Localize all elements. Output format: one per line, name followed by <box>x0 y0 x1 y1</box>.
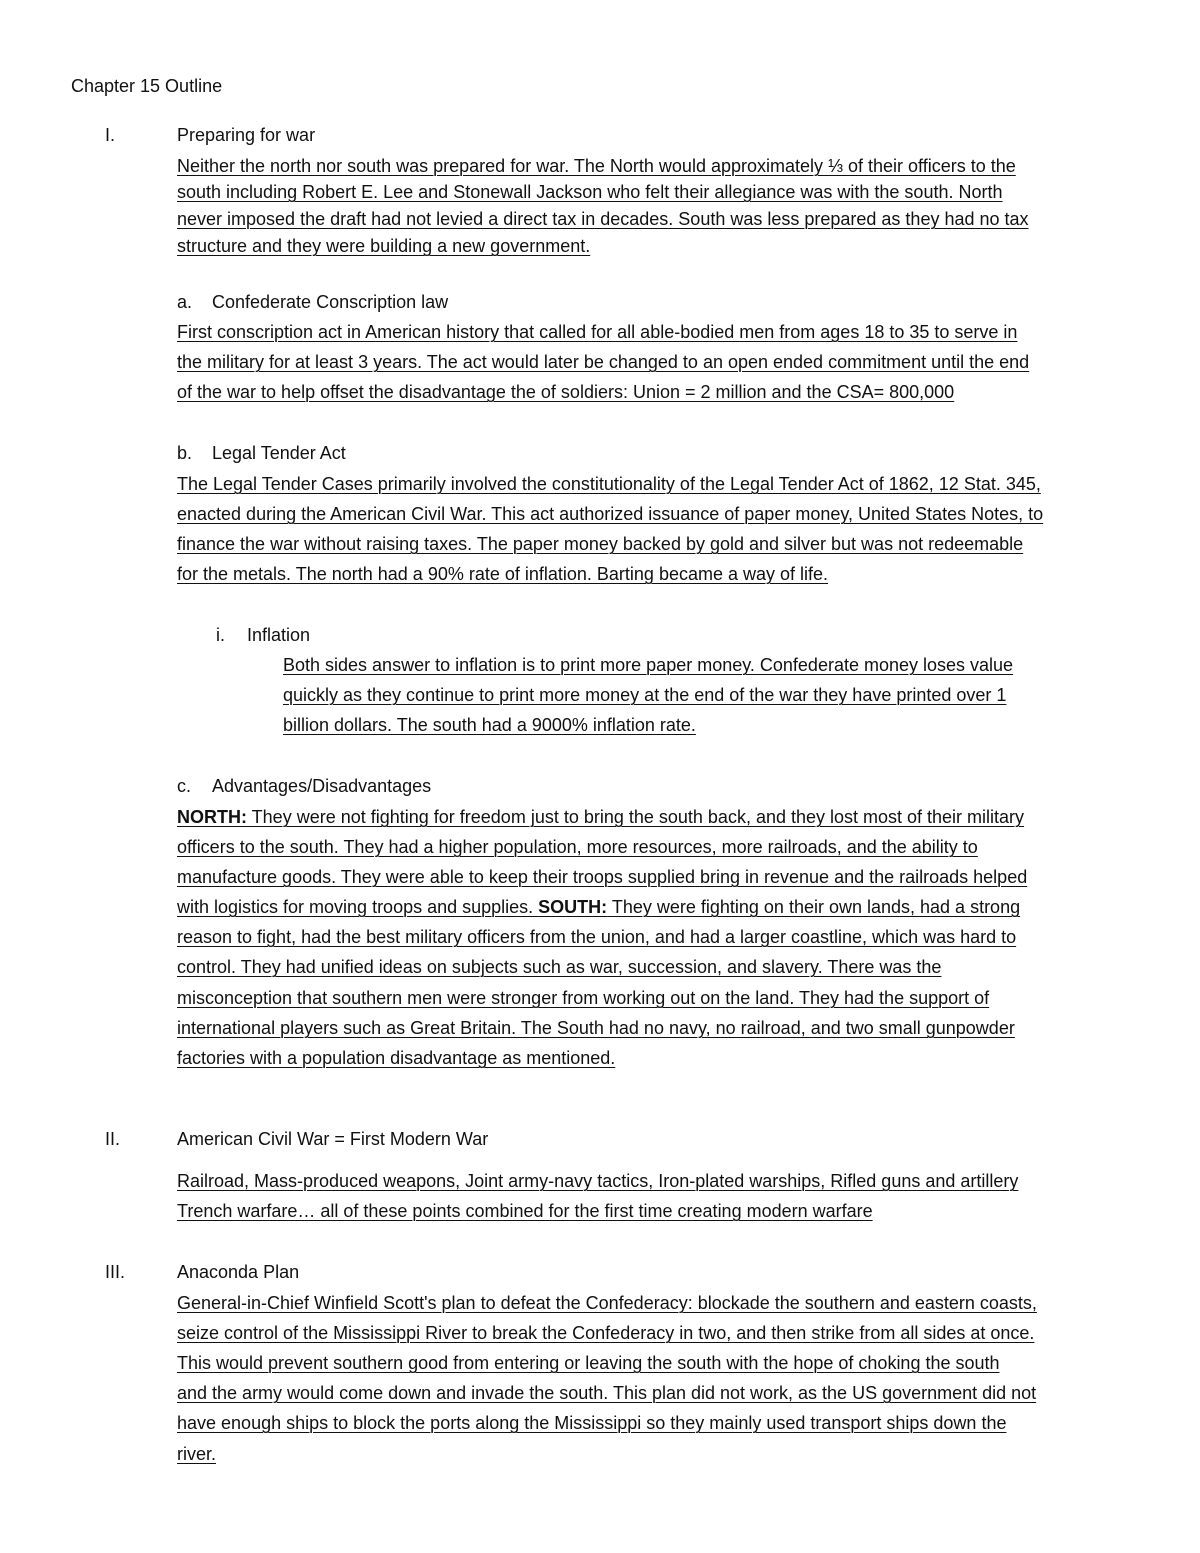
section-heading: Anaconda Plan <box>177 1262 300 1282</box>
paragraph-line: Neither the north nor south was prepared for war. The North would approximately ⅓ of their officers to the <box>177 156 1016 176</box>
paragraph-line: and the army would come down and invade the south. This plan did not work, as the US government did not <box>177 1383 1037 1403</box>
paragraph-line: for the metals. The north had a 90% rate of inflation. Barting became a way of life. <box>177 564 829 584</box>
paragraph-line: misconception that southern men were stronger from working out on the land. They had the support of <box>177 988 990 1008</box>
paragraph-line: manufacture goods. They were able to keep their troops supplied bring in revenue and the railroads helped <box>177 867 1028 887</box>
paragraph-line: General-in-Chief Winfield Scott's plan to defeat the Confederacy: blockade the southern and eastern coasts, <box>177 1293 1037 1313</box>
subsection-letter: b. <box>177 443 193 463</box>
paragraph-line: river. <box>177 1444 217 1464</box>
section-numeral: I. <box>105 125 116 145</box>
subsubsection-numeral: i. <box>216 625 225 645</box>
paragraph-line: reason to fight, had the best military officers from the union, and had a larger coastline, which was hard to <box>177 927 1017 947</box>
paragraph-text: They were fighting on their own lands, had a strong <box>607 897 1021 917</box>
paragraph-text: They were not fighting for freedom just to bring the south back, and they lost most of their military <box>247 807 1025 827</box>
paragraph-line: of the war to help offset the disadvantage the of soldiers: Union = 2 million and the CSA= 800,000 <box>177 382 955 402</box>
paragraph-line: seize control of the Mississippi River to break the Confederacy in two, and then strike from all sides at once. <box>177 1323 1035 1343</box>
paragraph-line: south including Robert E. Lee and Stonewall Jackson who felt their allegiance was with the south. North <box>177 182 1003 202</box>
paragraph-line: international players such as Great Britain. The South had no navy, no railroad, and two small gunpowder <box>177 1018 1015 1038</box>
paragraph-line: finance the war without raising taxes. The paper money backed by gold and silver but was not redeemable <box>177 534 1024 554</box>
subsubsection-heading: Inflation <box>247 625 311 645</box>
paragraph-line <box>177 806 1024 828</box>
paragraph-line: officers to the south. They had a higher population, more resources, more railroads, and the ability to <box>177 837 978 857</box>
section-heading: American Civil War = First Modern War <box>177 1129 489 1149</box>
paragraph-line: enacted during the American Civil War. This act authorized issuance of paper money, United States Notes, to <box>177 504 1044 524</box>
paragraph-line: This would prevent southern good from entering or leaving the south with the hope of choking the south <box>177 1353 1000 1373</box>
section-numeral: II. <box>105 1129 121 1149</box>
document-title: Chapter 15 Outline <box>71 76 223 96</box>
paragraph-line: billion dollars. The south had a 9000% inflation rate. <box>283 715 696 735</box>
paragraph-line: have enough ships to block the ports along the Mississippi so they mainly used transport ships down the <box>177 1413 1007 1433</box>
subsection-heading: Confederate Conscription law <box>212 292 449 312</box>
south-label: SOUTH: <box>538 897 608 917</box>
section-heading: Preparing for war <box>177 125 316 145</box>
subsection-letter: a. <box>177 292 193 312</box>
paragraph-line: structure and they were building a new government. <box>177 236 591 256</box>
paragraph-line: the military for at least 3 years. The act would later be changed to an open ended commitment until the end <box>177 352 1030 372</box>
paragraph-line: First conscription act in American history that called for all able-bodied men from ages 18 to 35 to serve in <box>177 322 1018 342</box>
paragraph-line: Trench warfare… all of these points combined for the first time creating modern warfare <box>177 1201 873 1221</box>
paragraph-line: quickly as they continue to print more money at the end of the war they have printed over 1 <box>283 685 1007 705</box>
subsection-letter: c. <box>177 776 192 796</box>
section-numeral: III. <box>105 1262 126 1282</box>
paragraph-line: factories with a population disadvantage as mentioned. <box>177 1048 616 1068</box>
paragraph-line: The Legal Tender Cases primarily involved the constitutionality of the Legal Tender Act of 1862, 12 Stat. 345, <box>177 474 1041 494</box>
paragraph-line: Both sides answer to inflation is to print more paper money. Confederate money loses value <box>283 655 1014 675</box>
paragraph-line <box>177 896 1020 918</box>
subsection-heading: Legal Tender Act <box>212 443 346 463</box>
paragraph-line: control. They had unified ideas on subjects such as war, succession, and slavery. There was the <box>177 957 942 977</box>
paragraph-text: with logistics for moving troops and supplies. <box>177 897 539 917</box>
paragraph-line: never imposed the draft had not levied a direct tax in decades. South was less prepared as they had no tax <box>177 209 1029 229</box>
north-label: NORTH: <box>177 807 247 827</box>
paragraph-line: Railroad, Mass-produced weapons, Joint army-navy tactics, Iron-plated warships, Rifled guns and artillery <box>177 1171 1019 1191</box>
subsection-heading: Advantages/Disadvantages <box>212 776 432 796</box>
